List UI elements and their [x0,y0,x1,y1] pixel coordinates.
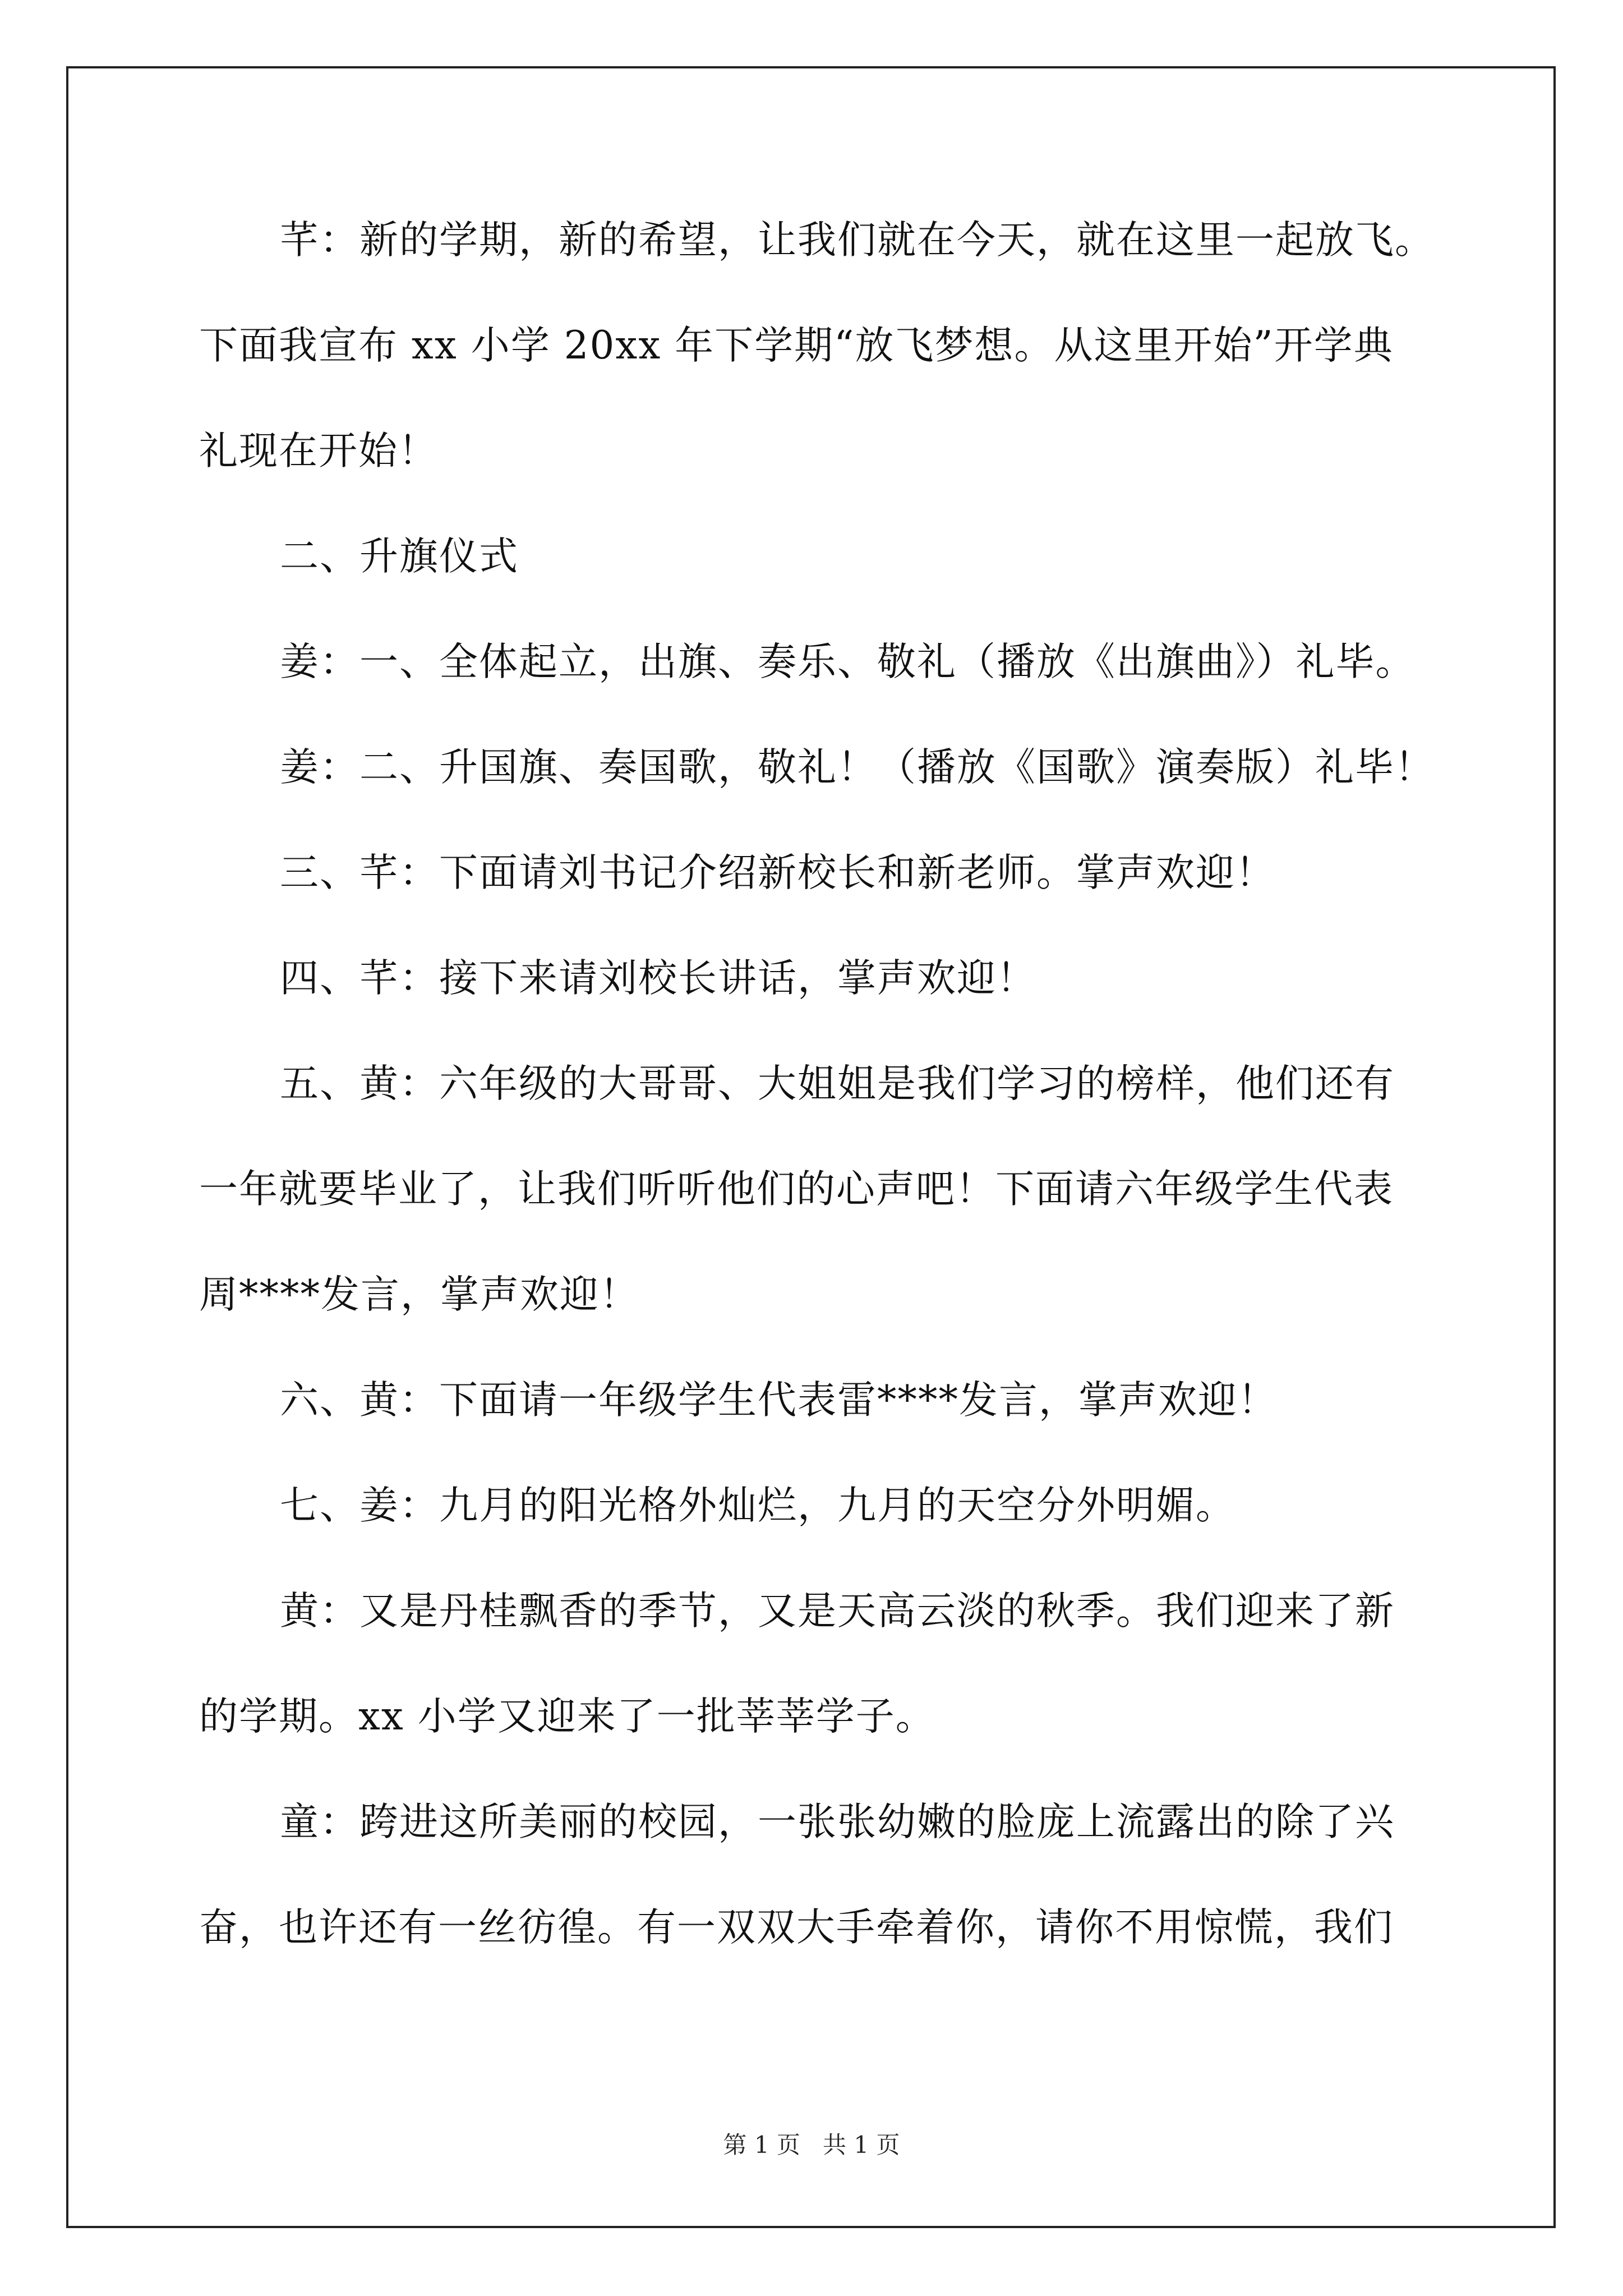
paragraph-line: 黄：又是丹桂飘香的季节，又是天高云淡的秋季。我们迎来了新 [280,1589,1395,1634]
paragraph-line: 六、黄：下面请一年级学生代表雷****发言，掌声欢迎！ [280,1378,1278,1423]
paragraph-line: 三、芊：下面请刘书记介绍新校长和新老师。掌声欢迎！ [280,850,1275,895]
paragraph-line: 的学期。xx 小学又迎来了一批莘莘学子。 [199,1694,935,1739]
paragraph-line: 芊：新的学期，新的希望，让我们就在今天，就在这里一起放飞。 [280,218,1435,263]
paragraph-line: 一年就要毕业了，让我们听听他们的心声吧！下面请六年级学生代表 [199,1167,1394,1212]
paragraph-line: 姜：一、全体起立，出旗、奏乐、敬礼（播放《出旗曲》）礼毕。 [280,639,1415,684]
paragraph-line: 童：跨进这所美丽的校园，一张张幼嫩的脸庞上流露出的除了兴 [280,1800,1395,1844]
paragraph-line: 四、芊：接下来请刘校长讲话，掌声欢迎！ [280,956,1036,1001]
document-body [199,213,1438,2006]
paragraph-line: 周****发言，掌声欢迎！ [199,1272,639,1317]
paragraph-line: 礼现在开始！ [199,429,438,473]
page-number-footer: 第 1 页 共 1 页 [723,2131,900,2159]
paragraph-line: 下面我宣布 xx 小学 20xx 年下学期“放飞梦想。从这里开始”开学典 [199,323,1394,368]
paragraph-line: 奋，也许还有一丝彷徨。有一双双大手牵着你，请你不用惊慌，我们 [199,1905,1394,1950]
section-heading: 二、升旗仪式 [280,534,519,579]
paragraph-line: 七、姜：九月的阳光格外灿烂，九月的天空分外明媚。 [280,1483,1235,1528]
paragraph-line: 五、黄：六年级的大哥哥、大姐姐是我们学习的榜样，他们还有 [280,1061,1395,1106]
paragraph-line: 姜：二、升国旗、奏国歌，敬礼！（播放《国歌》演奏版）礼毕！ [280,745,1435,790]
